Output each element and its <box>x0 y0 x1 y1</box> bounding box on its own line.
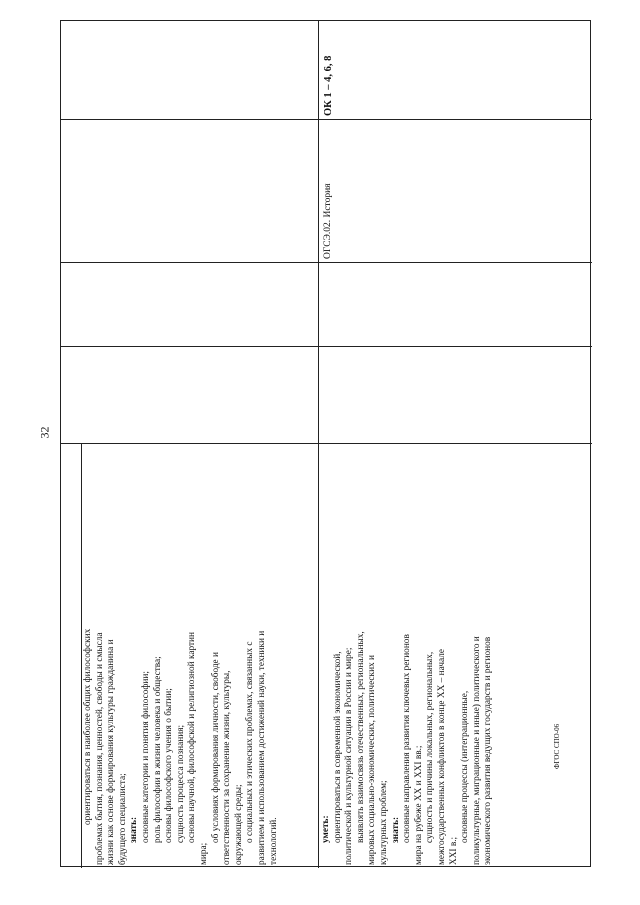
history-text-block <box>321 447 589 865</box>
text-line: политической и культурной ситуации в России и мире; <box>344 647 355 865</box>
text-line: сущность и причины локальных, региональных, <box>425 651 436 843</box>
text-line: основные категории и понятия философии; <box>140 671 151 843</box>
text-line: знать: <box>129 816 140 843</box>
text-line: поликультурные, миграционные и иные) политического и <box>471 636 482 865</box>
row-divider <box>81 444 82 868</box>
footer-code: ФГОС СПО-06 <box>553 723 561 769</box>
text-line: основные процессы (интеграционные, <box>460 690 471 843</box>
text-line: межгосударственных конфликтов в конце XX – начале <box>436 649 447 865</box>
rotated-table-body <box>61 21 592 868</box>
text-line: культурных проблем; <box>378 780 389 865</box>
column-divider <box>61 346 592 347</box>
text-line: выявлять взаимосвязь отечественных, региональных, <box>355 631 366 843</box>
text-line: окружающей среды; <box>233 784 244 865</box>
text-line: развитием и использованием достижений науки, техники и <box>256 630 267 865</box>
text-line: о социальных и этических проблемах, связанных с <box>245 641 256 843</box>
text-line: мировых социально-экономических, политических и <box>367 655 378 865</box>
column-divider <box>61 443 592 444</box>
text-line: XXI в.; <box>448 836 459 865</box>
text-line: ориентироваться в наиболее общих философских <box>83 628 93 825</box>
philosophy-text-block <box>83 447 317 865</box>
text-line: основы философского учения о бытии; <box>164 688 175 843</box>
text-line: жизни как основе формирования культуры гражданина и <box>106 639 117 865</box>
text-line: мира; <box>198 842 209 865</box>
text-line: технологий. <box>268 817 279 865</box>
text-line: основы научной, философской и религиозной картин <box>187 632 198 843</box>
discipline-cell: ОГСЭ.02. История <box>323 183 333 259</box>
text-line: экономического развития ведущих государств и регионов <box>483 636 494 865</box>
text-line: ориентироваться в современной экономической, <box>332 651 343 843</box>
text-line: мира на рубеже XX и XXI вв.; <box>413 745 424 865</box>
text-line: ответственности за сохранение жизни, культуры, <box>222 670 233 865</box>
competencies-cell: ОК 1 – 4, 6, 8 <box>323 55 334 116</box>
page-number: 32 <box>37 426 52 439</box>
text-line: об условиях формирования личности, свободе и <box>210 652 221 843</box>
column-divider <box>61 119 592 120</box>
column-divider <box>61 262 592 263</box>
text-line: проблемах бытия, познания, ценностей, свободы и смысла <box>94 632 105 865</box>
text-line: основные направления развития ключевых регионов <box>402 634 413 843</box>
text-line: роль философии в жизни человека и общества; <box>152 656 163 843</box>
row-divider <box>318 21 319 868</box>
text-line: будущего специалиста; <box>117 773 128 865</box>
text-line: уметь: <box>321 815 331 843</box>
text-line: сущность процесса познания; <box>175 724 186 843</box>
competency-table <box>60 20 591 867</box>
text-line: знать: <box>390 816 401 843</box>
